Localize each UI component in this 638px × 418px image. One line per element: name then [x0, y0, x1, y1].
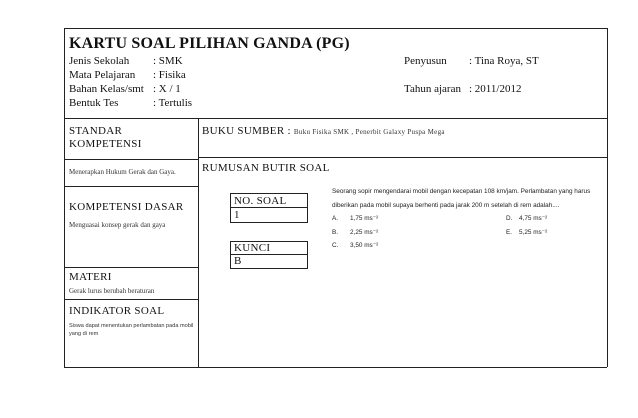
indikator-title: INDIKATOR SOAL [69, 305, 165, 317]
card-title: KARTU SOAL PILIHAN GANDA (PG) [69, 35, 350, 52]
buku-sumber-text: Buku Fisika SMK , Penerbit Galaxy Puspa Mega [293, 128, 445, 136]
option-e [506, 227, 512, 238]
rumusan-title: RUMUSAN BUTIR SOAL [202, 162, 330, 174]
option-a [332, 213, 338, 224]
label-mata-pelajaran: Mata Pelajaran [69, 69, 136, 81]
label-penyusun: Penyusun [404, 55, 447, 67]
value-bentuk-tes: : Tertulis [153, 97, 193, 109]
value-penyusun: : Tina Roya, ST [469, 55, 539, 67]
sk-title-separator [64, 159, 198, 160]
materi-title: MATERI [69, 271, 112, 283]
kd-text: Menguasai konsep gerak dan gaya [69, 221, 166, 229]
option-d-key: D. [506, 215, 513, 222]
option-b-key: B. [332, 229, 339, 236]
buku-separator [198, 157, 607, 158]
label-bahan-kelas: Bahan Kelas/smt [69, 83, 144, 95]
kunci-value: B [234, 255, 242, 267]
sk-separator [64, 186, 198, 187]
option-b [332, 227, 338, 238]
header-separator [64, 118, 607, 119]
kunci-label: KUNCI [234, 242, 271, 254]
indikator-line-2: yang di rem [69, 331, 99, 337]
no-soal-value: 1 [234, 209, 240, 221]
frame-bottom [64, 367, 607, 368]
header-labels [69, 54, 144, 110]
option-c-key: C. [332, 242, 339, 249]
label-jenis-sekolah: Jenis Sekolah [69, 55, 130, 67]
kd-title: KOMPETENSI DASAR [69, 201, 184, 213]
value-jenis-sekolah: : SMK [153, 55, 183, 67]
value-tahun-ajaran: : 2011/2012 [469, 83, 522, 95]
frame-left [64, 28, 65, 367]
option-a-key: A. [332, 215, 339, 222]
sk-text: Menerapkan Hukum Gerak dan Gaya. [69, 168, 176, 176]
question-line-2: diberikan pada mobil supaya berhenti pada jarak 200 m setelah di rem adalah.... [332, 202, 560, 209]
sk-title-line2: KOMPETENSI [69, 138, 142, 150]
column-divider [198, 118, 199, 367]
sk-title [69, 125, 142, 151]
frame-top [64, 28, 607, 29]
option-c-text: 3,50 ms⁻² [350, 242, 379, 249]
value-mata-pelajaran: : Fisika [153, 69, 186, 81]
option-e-text: 5,25 ms⁻² [519, 229, 548, 236]
sk-title-line1: STANDAR [69, 125, 123, 137]
value-bahan-kelas: : X / 1 [153, 83, 181, 95]
kd-separator [64, 267, 198, 268]
materi-text: Gerak lurus berubah beraturan [69, 287, 155, 295]
option-b-text: 2,25 ms⁻² [350, 229, 379, 236]
header-values [153, 54, 192, 110]
indikator-line-1: Siswa dapat menentukan perlambatan pada mobil [69, 323, 194, 329]
option-d [506, 213, 512, 224]
buku-sumber [202, 125, 445, 139]
label-bentuk-tes: Bentuk Tes [69, 97, 119, 109]
option-e-key: E. [506, 229, 513, 236]
buku-sumber-label: BUKU SUMBER : [202, 125, 294, 137]
frame-right [607, 28, 608, 367]
label-tahun-ajaran: Tahun ajaran [404, 83, 461, 95]
materi-separator [64, 299, 198, 300]
option-d-text: 4,75 ms⁻² [519, 215, 548, 222]
no-soal-label: NO. SOAL [234, 195, 287, 207]
option-c [332, 240, 338, 251]
option-a-text: 1,75 ms⁻² [350, 215, 379, 222]
indikator-text [69, 322, 193, 338]
question-line-1: Seorang sopir mengendarai mobil dengan kecepatan 108 km/jam. Perlambatan yang harus [332, 188, 591, 195]
